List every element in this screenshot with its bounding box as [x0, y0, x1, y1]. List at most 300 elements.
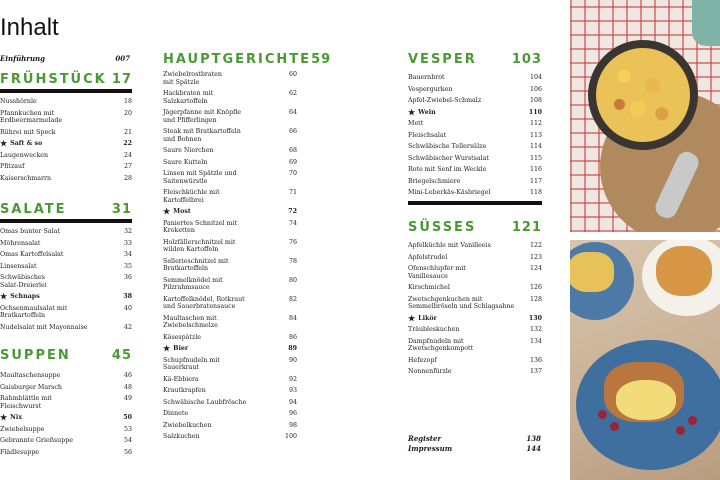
toc-entry-label: [0, 140, 42, 148]
toc-entry[interactable]: [408, 176, 542, 188]
toc-entry-page: 69: [288, 158, 297, 166]
toc-entry[interactable]: [0, 412, 132, 424]
toc-entry-page: 123: [529, 253, 542, 261]
toc-entry-page: 49: [123, 395, 132, 402]
toc-entry-label: [163, 147, 214, 155]
toc-entry-text: Most: [173, 208, 191, 215]
toc-entry-text: Fleischküchle mit Kartoffelbrei: [163, 189, 220, 204]
toc-entry-label: [0, 372, 60, 380]
toc-list: [408, 72, 542, 199]
toc-entry[interactable]: [163, 385, 297, 397]
toc-entry-text: Käsespätzle: [163, 333, 202, 341]
section-page: 103: [511, 52, 542, 67]
toc-entry-label: [408, 143, 486, 151]
toc-entry-text: Schwäbische Tellersülze: [408, 143, 487, 150]
toc-entry-label: [163, 422, 212, 430]
toc-entry-page: 56: [123, 448, 132, 456]
toc-entry-text: Hackbraten mit Salzkartoffeln: [163, 90, 214, 105]
toc-entry-label: [163, 159, 207, 167]
toc-entry-page: 40: [123, 304, 132, 312]
toc-entry-label: [408, 312, 437, 323]
toc-entry[interactable]: [163, 187, 297, 206]
section-header: [163, 52, 332, 69]
toc-entry-page: 117: [529, 177, 542, 185]
section-title: FRÜHSTÜCK: [0, 72, 107, 87]
toc-entry-page: 71: [288, 189, 297, 196]
star-icon: ★: [163, 343, 171, 353]
toc-entry-page: 24: [123, 151, 132, 159]
section-suppen: [0, 348, 132, 458]
toc-entry-page: 68: [288, 147, 297, 154]
intro-page: 007: [115, 54, 130, 63]
toc-entry[interactable]: [0, 138, 132, 150]
star-icon: ★: [0, 138, 8, 148]
toc-entry-label: [163, 315, 218, 330]
toc-entry-label: [163, 277, 223, 292]
toc-entry[interactable]: [0, 173, 132, 185]
toc-entry-page: 36: [123, 274, 132, 281]
section-header: [0, 72, 132, 93]
toc-entry-label: [163, 376, 199, 384]
toc-entry-page: 104: [529, 74, 542, 81]
spaetzle-dish: [596, 48, 690, 142]
cherry: [688, 416, 697, 425]
toc-entry[interactable]: [163, 157, 297, 169]
toc-entry[interactable]: [163, 145, 297, 157]
section-header: [0, 348, 132, 367]
toc-entry-text: Semmelknödel mit Pilzrahmsauce: [163, 276, 223, 291]
toc-entry[interactable]: [408, 294, 542, 313]
impressum-label: Impressum: [408, 444, 453, 453]
toc-entry-text: Salzkuchen: [163, 433, 200, 440]
toc-entry-label: [0, 175, 51, 183]
toc-entry-page: 108: [529, 97, 542, 104]
toc-entry-label: [408, 296, 514, 311]
toc-entry-page: 42: [123, 323, 132, 331]
toc-entry-label: [0, 98, 37, 106]
toc-entry[interactable]: [163, 69, 297, 88]
section-divider: [408, 201, 542, 205]
toc-entry-page: 96: [288, 410, 297, 417]
toc-entry-text: Laugenwecken: [0, 151, 49, 159]
toc-entry-page: 126: [529, 284, 542, 291]
vanilla-sauce: [616, 380, 676, 420]
toc-entry[interactable]: [163, 126, 297, 145]
toc-entry-text: Gaisburger Marsch: [0, 383, 62, 391]
section-title: SUPPEN: [0, 348, 71, 363]
toc-entry[interactable]: [0, 161, 132, 173]
toc-entry-page: 90: [288, 356, 297, 364]
toc-entry-text: Pfannkuchen mit Erdbeermarmelade: [0, 109, 63, 124]
toc-entry-text: Nudelsalat mit Mayonnaise: [0, 323, 88, 331]
toc-entry-text: Pfitzauf: [0, 163, 25, 170]
toc-entry[interactable]: [163, 107, 297, 126]
toc-entry-page: 112: [529, 120, 542, 127]
section-fruehstueck: [0, 72, 132, 184]
toc-entry-label: [0, 152, 48, 160]
toc-entry-text: Zwetschgenkuchen mit Semmelbröseln und Schlagsahne: [408, 295, 515, 310]
toc-entry[interactable]: [408, 336, 542, 355]
toc-entry[interactable]: [0, 226, 132, 238]
toc-entry-page: 118: [529, 189, 542, 196]
toc-entry-label: [408, 166, 487, 174]
toc-entry-page: 114: [529, 143, 542, 150]
toc-entry-label: [0, 251, 63, 259]
toc-entry-label: [0, 449, 39, 457]
toc-entry[interactable]: [163, 256, 297, 275]
toc-entry-text: Saure Nierchen: [163, 147, 214, 154]
toc-entry-page: 32: [123, 228, 132, 235]
toc-entry-text: Apfelküchle mit Vanilleeis: [408, 242, 491, 249]
toc-entry[interactable]: [408, 252, 542, 264]
toc-entry-label: [0, 110, 62, 125]
toc-entry-label: [0, 395, 52, 410]
toc-entry[interactable]: [408, 263, 542, 282]
toc-entry-text: Maultaschensuppe: [0, 372, 61, 379]
toc-entry-page: 70: [288, 170, 297, 177]
toc-entry-text: Paniertes Schnitzel mit Kroketten: [163, 219, 238, 234]
dessert-food: [570, 252, 614, 292]
toc-entry[interactable]: [0, 249, 132, 261]
section-salate: [0, 202, 132, 333]
toc-entry-text: Zwiebelrostbraten mit Spätzle: [163, 71, 222, 86]
toc-entry-label: [408, 155, 489, 163]
toc-entry-page: 134: [529, 337, 542, 345]
toc-entry-text: Rahmblättle mit Fleischwurst: [0, 395, 52, 410]
toc-entry-page: 137: [529, 368, 542, 375]
blue-plate-large: [576, 340, 720, 470]
toc-entry[interactable]: [0, 108, 132, 127]
toc-entry[interactable]: [408, 240, 542, 252]
toc-entry-text: Omas bunter Salat: [0, 228, 60, 235]
toc-entry-text: Wein: [418, 108, 436, 116]
toc-entry[interactable]: [163, 397, 297, 409]
toc-entry[interactable]: [408, 72, 542, 84]
toc-entry-label: [408, 86, 452, 94]
toc-entry[interactable]: [408, 324, 542, 336]
toc-entry[interactable]: [163, 275, 297, 294]
toc-entry[interactable]: [408, 313, 542, 325]
toc-entry[interactable]: [0, 393, 132, 412]
toc-entry[interactable]: [408, 282, 542, 294]
toc-entry-label: [163, 410, 188, 418]
toc-entry-text: Kartoffelknödel, Rotkraut und Sauerbratensauce: [163, 295, 245, 310]
toc-entry-page: 110: [528, 108, 542, 116]
toc-entry-text: Apfel-Zwiebel-Schmalz: [408, 97, 482, 104]
cherry: [676, 426, 685, 435]
toc-list: [0, 96, 132, 184]
toc-entry-label: [163, 170, 237, 185]
toc-entry-page: 116: [529, 166, 542, 173]
toc-entry-text: Hefezopf: [408, 356, 437, 364]
impressum-link[interactable]: [408, 444, 541, 454]
toc-entry[interactable]: [163, 420, 297, 432]
toc-entry[interactable]: [163, 218, 297, 237]
toc-entry-label: [0, 240, 40, 248]
toc-entry-page: 113: [529, 131, 542, 139]
toc-entry-page: 106: [529, 85, 542, 93]
toc-entry-label: [163, 258, 229, 273]
toc-entry-page: 62: [288, 90, 297, 97]
cherry: [610, 422, 619, 431]
toc-entry-text: Mett: [408, 120, 424, 127]
toc-entry-text: Omas Kartoffelsalat: [0, 251, 64, 258]
toc-entry-label: [0, 163, 24, 171]
toc-entry[interactable]: [0, 150, 132, 162]
toc-entry[interactable]: [0, 96, 132, 108]
toc-entry-label: [0, 437, 73, 445]
toc-entry[interactable]: [408, 141, 542, 153]
toc-entry-text: Maultaschen mit Zwiebelschmelze: [163, 314, 218, 329]
toc-entry-label: [0, 414, 22, 422]
toc-entry-page: 130: [528, 314, 542, 322]
toc-entry[interactable]: [0, 447, 132, 459]
toc-entry-page: 78: [288, 257, 297, 265]
toc-entry[interactable]: [163, 294, 297, 313]
toc-entry-label: [408, 74, 445, 82]
section-title: SÜSSES: [408, 220, 477, 235]
toc-entry-page: 84: [288, 314, 297, 322]
toc-entry-text: Ofenschlupfer mit Vanillesauce: [408, 265, 466, 280]
toc-entry-page: 132: [529, 326, 542, 333]
toc-entry[interactable]: [163, 313, 297, 332]
register-link[interactable]: [408, 434, 541, 444]
toc-entry-text: Dinnete: [163, 410, 189, 417]
star-icon: ★: [408, 106, 416, 117]
toc-entry-text: Nix: [10, 414, 23, 421]
toc-entry-page: 34: [123, 251, 132, 258]
toc-entry-label: [163, 189, 220, 204]
toc-entry-page: 136: [529, 356, 542, 364]
toc-entry-label: [408, 178, 460, 186]
toc-list: [163, 69, 297, 443]
toc-entry-text: Rührei mit Speck: [0, 128, 56, 136]
toc-entry-text: Bier: [173, 345, 189, 352]
toc-entry-page: 46: [123, 372, 132, 379]
toc-entry-page: 28: [123, 174, 132, 182]
photo-kaesespaetzle: [570, 0, 720, 232]
toc-entry-text: Möhrensalat: [0, 239, 41, 247]
toc-entry-text: Briegelschmiere: [408, 177, 461, 185]
section-page: 17: [111, 72, 132, 87]
toc-entry-label: [163, 90, 213, 105]
toc-entry-label: [163, 71, 222, 86]
toc-entry-page: 22: [123, 140, 132, 147]
toc-entry[interactable]: [0, 370, 132, 382]
toc-entry-page: 48: [123, 383, 132, 391]
toc-list: [0, 226, 132, 333]
toc-entry-label: [0, 293, 40, 301]
baked-dessert: [656, 246, 712, 296]
toc-entry-page: 54: [123, 437, 132, 444]
toc-entry[interactable]: [163, 88, 297, 107]
section-page: 59: [311, 52, 332, 67]
toc-entry-label: [163, 296, 245, 311]
toc-entry-label: [163, 334, 201, 342]
toc-entry-label: [408, 357, 437, 365]
toc-entry[interactable]: [163, 343, 297, 355]
toc-entry[interactable]: [163, 408, 297, 420]
toc-entry-label: [0, 263, 37, 271]
toc-entry-label: [408, 284, 450, 292]
page-title: Inhalt: [0, 14, 59, 41]
toc-entry[interactable]: [408, 107, 542, 119]
toc-entry-label: [163, 220, 237, 235]
section-header: [0, 202, 132, 223]
toc-entry-label: [408, 338, 473, 353]
toc-entry-label: [408, 265, 466, 280]
section-header: [408, 220, 542, 237]
footer-links: [408, 434, 541, 454]
toc-entry-label: [408, 242, 491, 250]
toc-entry-text: Kä-Ebbiera: [163, 375, 199, 383]
toc-entry[interactable]: [0, 261, 132, 273]
toc-entry[interactable]: [408, 153, 542, 165]
cherry: [598, 410, 607, 419]
toc-entry-text: Sellerieschnitzel mit Bratkartoffeln: [163, 257, 229, 272]
toc-entry[interactable]: [163, 431, 297, 443]
toc-entry-text: Holzfällerschnitzel mit wilden Kartoffeln: [163, 238, 236, 253]
toc-entry-page: 76: [288, 238, 297, 246]
toc-entry-label: [408, 254, 447, 262]
toc-entry[interactable]: [163, 237, 297, 256]
toc-entry-text: Schwäbische Laubfrösche: [163, 398, 247, 406]
toc-entry-text: Saft & so: [10, 140, 43, 147]
toc-entry-label: [0, 324, 88, 332]
toc-entry-page: 124: [529, 265, 542, 272]
toc-entry-page: 128: [529, 295, 542, 303]
napkin: [692, 0, 720, 46]
toc-entry[interactable]: [0, 291, 132, 303]
toc-entry-text: Zwiebelkuchen: [163, 421, 212, 429]
toc-entry[interactable]: [0, 127, 132, 139]
white-bowl: [642, 240, 720, 316]
toc-entry-text: Träubleskuchen: [408, 326, 460, 333]
toc-entry-page: 82: [288, 295, 297, 303]
impressum-page: 144: [526, 444, 541, 453]
toc-entry-text: Kirschmichel: [408, 284, 450, 291]
toc-entry[interactable]: [163, 355, 297, 374]
toc-entry[interactable]: [163, 374, 297, 386]
toc-entry[interactable]: [408, 187, 542, 199]
toc-entry-text: Schupfnudeln mit Sauerkraut: [163, 356, 220, 371]
toc-entry-label: [0, 228, 60, 236]
toc-entry[interactable]: [408, 130, 542, 142]
toc-entry-text: Vespergurken: [408, 85, 453, 93]
toc-entry-text: Ochsenmaulsalat mit Bratkartoffeln: [0, 304, 68, 319]
blue-plate-small: [570, 242, 634, 320]
register-page: 138: [526, 434, 541, 443]
section-page: 121: [511, 220, 542, 235]
toc-entry[interactable]: [408, 355, 542, 367]
toc-entry-label: [163, 239, 235, 254]
toc-entry-page: 94: [288, 398, 297, 406]
toc-entry-page: 66: [288, 128, 297, 135]
toc-entry-text: Zwiebelsuppe: [0, 425, 45, 433]
toc-entry[interactable]: [408, 366, 542, 378]
toc-entry-label: [163, 109, 241, 124]
toc-entry-text: Linsensalat: [0, 262, 37, 270]
toc-entry-page: 98: [288, 421, 297, 429]
intro-entry[interactable]: [0, 54, 130, 63]
toc-entry-text: Bauernbrot: [408, 74, 445, 81]
toc-entry-text: Dampfnudeln mit Zwetschgenkompott: [408, 337, 474, 352]
toc-entry-page: 93: [288, 387, 297, 394]
toc-entry-text: Schwäbisches Salat-Dreierlei: [0, 274, 47, 289]
toc-entry-label: [0, 305, 67, 320]
toc-entry-page: 64: [288, 109, 297, 116]
toc-entry[interactable]: [0, 424, 132, 436]
toc-entry-text: Apfelstrudel: [408, 253, 448, 261]
toc-entry-page: 50: [123, 414, 132, 421]
toc-entry[interactable]: [408, 84, 542, 96]
toc-entry-text: Schnaps: [10, 293, 40, 300]
toc-entry[interactable]: [0, 322, 132, 334]
toc-entry[interactable]: [0, 303, 132, 322]
toc-entry-label: [408, 189, 491, 197]
toc-entry[interactable]: [163, 168, 297, 187]
toc-entry-page: 115: [529, 154, 542, 162]
section-title: VESPER: [408, 52, 477, 67]
toc-entry[interactable]: [0, 238, 132, 250]
toc-entry-label: [408, 132, 446, 140]
toc-entry-page: 21: [123, 128, 132, 136]
star-icon: ★: [0, 412, 8, 422]
toc-entry-label: [0, 129, 56, 137]
toc-entry[interactable]: [163, 332, 297, 344]
toc-entry[interactable]: [0, 382, 132, 394]
star-icon: ★: [0, 291, 8, 301]
toc-entry-page: 89: [288, 345, 297, 352]
toc-entry-label: [0, 426, 44, 434]
toc-entry-page: 53: [123, 425, 132, 433]
register-label: Register: [408, 434, 442, 443]
toc-entry-text: Saure Kutteln: [163, 158, 208, 166]
toc-entry-page: 72: [288, 208, 297, 215]
section-hauptgerichte: [163, 52, 332, 443]
section-header: [408, 52, 542, 69]
toc-entry-label: [163, 208, 191, 216]
section-suesses: [408, 220, 542, 378]
toc-entry-text: Mini-Leberkäs-Käsbriegel: [408, 189, 491, 196]
toc-entry[interactable]: [0, 435, 132, 447]
toc-entry-text: Rote mit Senf im Weckle: [408, 166, 487, 173]
toc-entry[interactable]: [0, 272, 132, 291]
toc-entry-text: Linsen mit Spätzle und Saitenwürstle: [163, 170, 237, 185]
toc-entry-label: [408, 97, 481, 105]
toc-entry-page: 27: [123, 163, 132, 170]
toc-list: [0, 370, 132, 458]
star-icon: ★: [163, 206, 171, 216]
toc-entry[interactable]: [408, 118, 542, 130]
toc-entry-page: 20: [123, 109, 132, 117]
toc-entry[interactable]: [163, 206, 297, 218]
toc-entry[interactable]: [408, 164, 542, 176]
toc-entry-label: [163, 399, 246, 407]
section-vesper: [408, 52, 542, 205]
toc-entry[interactable]: [408, 95, 542, 107]
section-page: 45: [111, 348, 132, 363]
toc-entry-page: 35: [123, 262, 132, 270]
toc-entry-page: 18: [123, 98, 132, 105]
toc-entry-page: 122: [529, 242, 542, 249]
toc-entry-label: [163, 128, 241, 143]
toc-entry-text: Fleischsalat: [408, 131, 447, 139]
toc-entry-text: Jägerpfanne mit Knöpfle und Pfifferlingen: [163, 109, 242, 124]
section-title: HAUPTGERICHTE: [163, 52, 312, 67]
toc-entry-text: Nusshörnle: [0, 98, 37, 105]
toc-entry-label: [163, 433, 200, 441]
